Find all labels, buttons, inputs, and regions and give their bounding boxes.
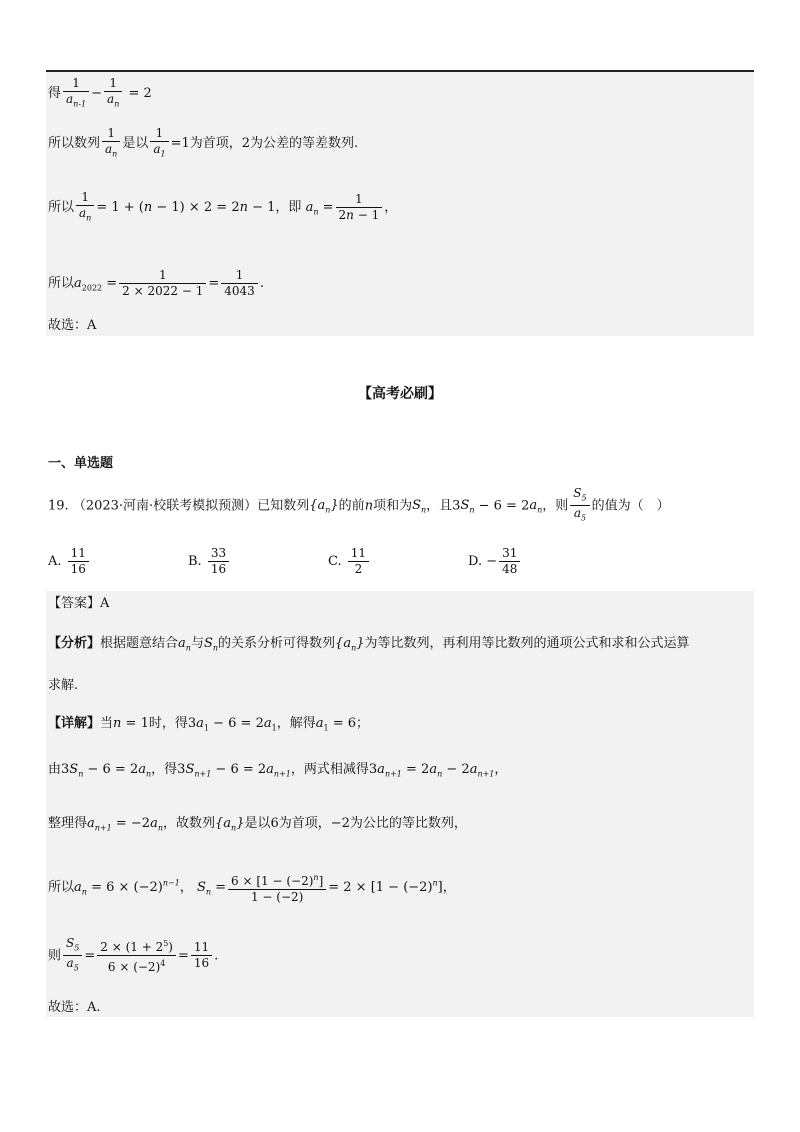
prev-line-2: 所以数列 $\frac{1}{a_n}$ 是以 $\frac{1}{a_1}$ =1为首项，2为公差的等差数列. xyxy=(48,126,359,159)
detail-line-3: 整理得$a_{n+1} = -2a_n$，故数列$\{a_n\}$是以6为首项，−2为公比的等比数列， xyxy=(48,816,467,833)
option-b[interactable]: B. $\frac{33}{16}$ xyxy=(188,546,231,577)
prev-line-1: 得 $\frac{1}{a_{n-1}}$ − $\frac{1}{a_n}$ = 2 xyxy=(48,76,152,109)
question-stem: 19. （2023·河南·校联考模拟预测）已知数列$\{a_n\}$的前n项和为$S_n$，且$3S_n - 6 = 2a_n$，则 $\frac{S_5}{a_5}$ 的值为（ ） xyxy=(48,486,670,523)
option-a[interactable]: A. $\frac{11}{16}$ xyxy=(48,546,91,577)
analysis-line-2: 求解. xyxy=(48,678,79,693)
analysis-line-1: 【分析】根据题意结合$a_n$与$S_n$的关系分析可得数列$\{a_n\}$为等比数列，再利用等比数列的通项公式和求和公式运算 xyxy=(48,636,690,653)
prev-line-4: 所以$a_{2022}$ = $\frac{1}{2 \times 2022 - 1}$ = $\frac{1}{4043}$ . xyxy=(48,268,264,298)
detail-line-4: 所以$a_n = 6 \times (-2)^{n-1}$， $S_n$ = $\frac{6 \times [1 - (-2)^n]}{1 - (-2)}$ = $2 \times [1 - (-2)^n]$， xyxy=(48,870,456,905)
final-answer: 故选：A. xyxy=(48,1000,101,1015)
option-d[interactable]: D. − $\frac{31}{48}$ xyxy=(468,546,522,577)
prev-line-3: 所以 $\frac{1}{a_n}$ = 1 + (n − 1) × 2 = 2n − 1，即 $a_n$ = $\frac{1}{2n - 1}$ ， xyxy=(48,190,398,223)
detail-line-2: 由$3S_n - 6 = 2a_n$，得$3S_{n+1} - 6 = 2a_{n+1}$，两式相减得$3a_{n+1} = 2a_n - 2a_{n+1}$， xyxy=(48,762,508,779)
detail-line-5: 则 $\frac{S_5}{a_5}$ = $\frac{2 \times (1 + 2^5)}{6 \times (-2)^4}$ = $\frac{11}{16}$ . xyxy=(48,936,219,975)
detail-line-1: 【详解】当n = 1时，得$3a_1 - 6 = 2a_1$，解得$a_1 = 6$； xyxy=(48,716,370,733)
section-title: 【高考必刷】 xyxy=(358,386,442,402)
answer-line: 【答案】A xyxy=(48,596,110,611)
section-heading: 一、单选题 xyxy=(48,456,114,471)
prev-line-5: 故选：A xyxy=(48,318,97,333)
option-c[interactable]: C. $\frac{11}{2}$ xyxy=(328,546,371,577)
